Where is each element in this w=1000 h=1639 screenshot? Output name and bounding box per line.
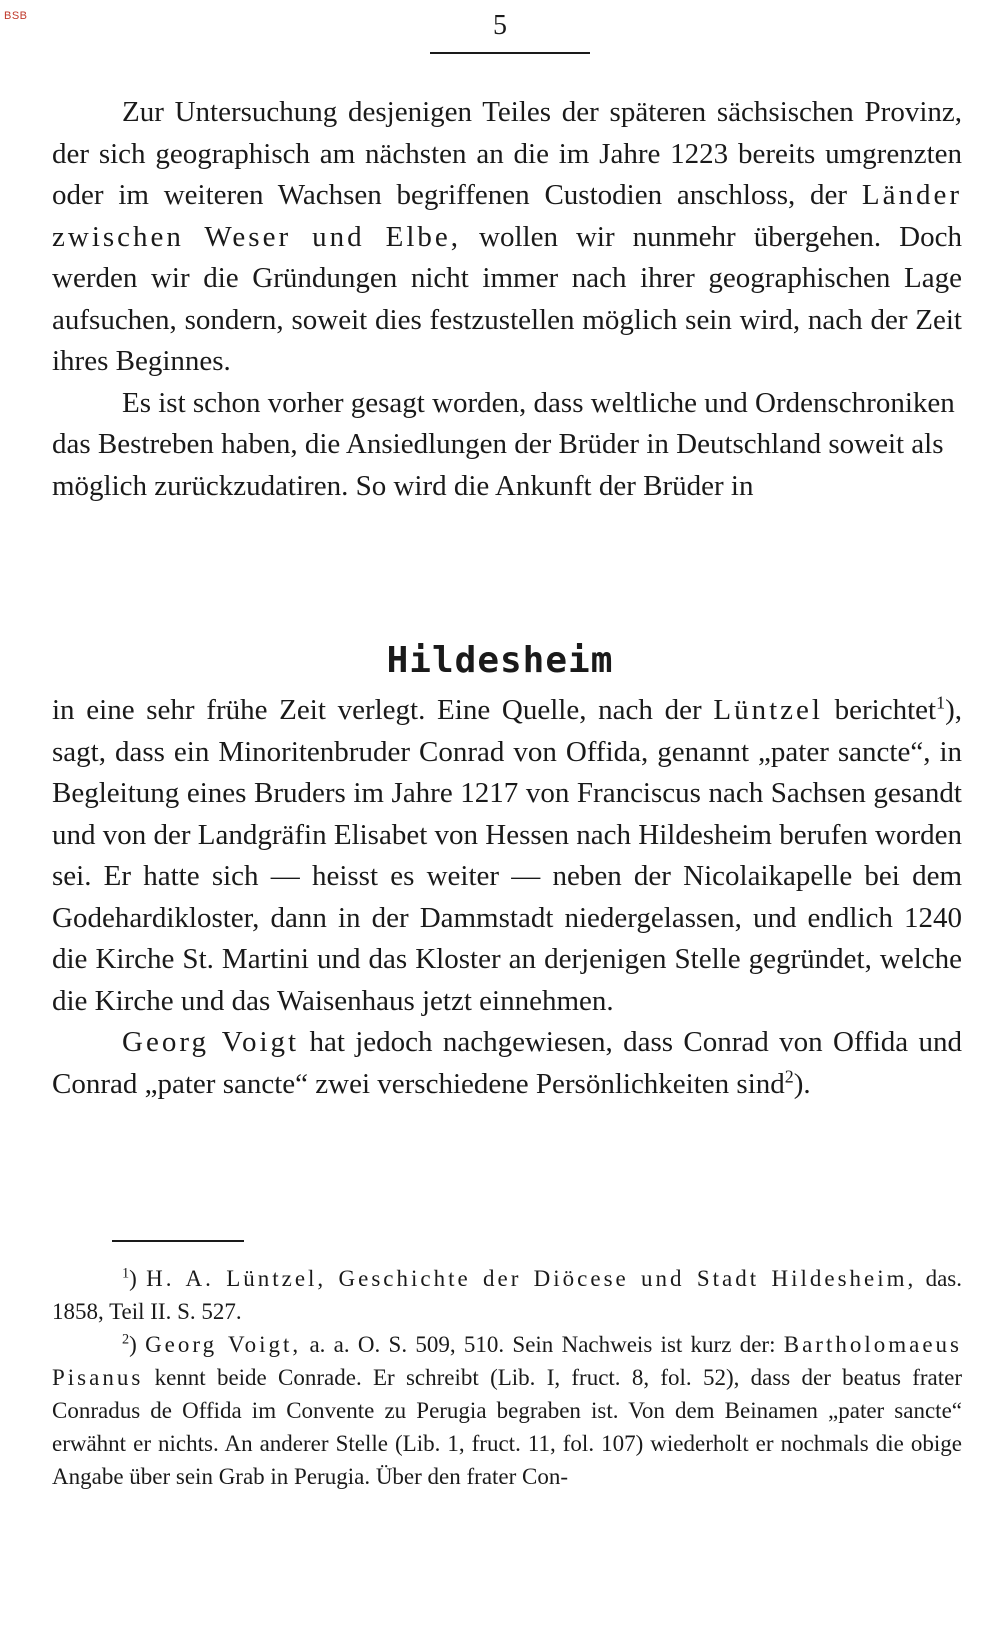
footnote-1: $^1$) H. A. Lüntzel, Geschichte der Diöcese und Stadt Hildesheim, das. 1858, Teil II. S. 527. (52, 1265, 962, 1324)
library-stamp: BSB (4, 10, 28, 22)
paragraph-2: Es ist schon vorher gesagt worden, dass weltliche und Ordenschroniken das Bestreben haben, die Ansiedlungen der Brüder in Deutschland soweit als möglich zurückzudatiren. So wird die Ankunft der Brüder in (52, 386, 955, 502)
footnote-1-citation: H. A. Lüntzel, Geschichte der Diöcese und Stadt Hildesheim, (146, 1266, 917, 1291)
paragraph-3-text-b: berichtet (822, 694, 937, 726)
paragraph-1-text: Zur Untersuchung desjenigen Teiles der späteren sächsischen Provinz, der sich geographisch am nächsten an die im Jahre 1223 bereits umgrenzten oder im weiteren Wachsen begriffenen Custodien anschloss, der (52, 96, 962, 211)
paragraph-3 (52, 690, 962, 1022)
section-heading: Hildesheim (386, 640, 614, 681)
paragraph-3-text-c: ), sagt, dass ein Minoritenbruder Conrad von Offida, genannt „pater sancte“, in Begleitung eines Bruders im Jahre 1217 von Franciscus nach Sachsen gesandt und von der Landgräfin Elisabet von Hessen nach Hildesheim berufen worden sei. Er hatte sich — heisst es weiter — neben der Nicolaikapelle bei dem Godehardikloster, dann in der Dammstadt niedergelassen, und endlich 1240 die Kirche St. Martini und das Kloster an derjenigen Stelle gegründet, welche die Kirche und das Waisenhaus jetzt einnehmen. (52, 694, 963, 1017)
author-name-luentzel: Lüntzel (713, 694, 823, 726)
footnote-1-marker: 1 (122, 1265, 130, 1282)
footnote-2-text-b: kennt beide Conrade. Er schreibt (Lib. I, fruct. 8, fol. 52), dass der beatus frater Conradus de Offida im Convente zu Perugia begraben ist. Von dem Beinamen „pater sancte“ erwähnt er nichts. An anderer Stelle (Lib. 1, fruct. 11, fol. 107) wiederholt er nochmals die obige Angabe über sein Grab in Perugia. Über den frater Con- (52, 1365, 962, 1489)
author-name-voigt: Georg Voigt (122, 1026, 300, 1058)
footnote-2-author-2: Bartholomaeus Pisanus (52, 1332, 962, 1390)
footnote-2: $^2$) Georg Voigt, a. a. O. S. 509, 510. Sein Nachweis ist kurz der: Bartholomaeus Pisanus kennt beide Conrade. Er schreibt (Lib. I, fruct. 8, fol. 52), dass der beatus frater Conradus de Offida im Convente zu Perugia begraben ist. Von dem Beinamen „pater sancte“ erwähnt er nichts. An anderer Stelle (Lib. 1, fruct. 11, fol. 107) wiederholt er nochmals die obige Angabe über sein Grab in Perugia. Über den frater Con- (52, 1331, 962, 1489)
paragraph-4-text-a: hat jedoch nachgewiesen, dass Conrad von Offida und Conrad „pater sancte“ zwei verschiedene Persönlichkeiten sind (52, 1026, 962, 1100)
footnote-2-author: Georg Voigt, (145, 1332, 302, 1357)
header-rule (430, 52, 590, 54)
intro-text (52, 92, 962, 507)
paragraph-3-text-a: in eine sehr frühe Zeit verlegt. Eine Quelle, nach der (52, 694, 714, 726)
main-text (52, 690, 962, 1105)
page-number: 5 (493, 10, 507, 41)
paragraph-1 (52, 92, 962, 383)
paragraph-4 (52, 1022, 962, 1105)
paragraph-1-rest: wollen wir nunmehr übergehen. Doch werden wir die Gründungen nicht immer nach ihrer geographischen Lage aufsuchen, sondern, soweit dies festzustellen möglich sein wird, nach der Zeit ihres Beginnes. (52, 220, 962, 377)
footnote-ref-2[interactable]: 2 (784, 1065, 794, 1086)
footnote-1-rest: das. 1858, Teil II. S. 527. (52, 1266, 962, 1324)
footnote-2-marker: 2 (122, 1331, 130, 1348)
paragraph-1-emphasis: Länder zwischen Weser und Elbe, (52, 179, 962, 253)
paragraph-4-text-b: ). (793, 1067, 811, 1100)
footnote-2-text-a: a. a. O. S. 509, 510. Sein Nachweis ist kurz der: (301, 1332, 784, 1357)
footnotes (52, 1262, 962, 1493)
footnote-ref-1[interactable]: 1 (936, 692, 946, 713)
footnote-rule (112, 1240, 244, 1242)
